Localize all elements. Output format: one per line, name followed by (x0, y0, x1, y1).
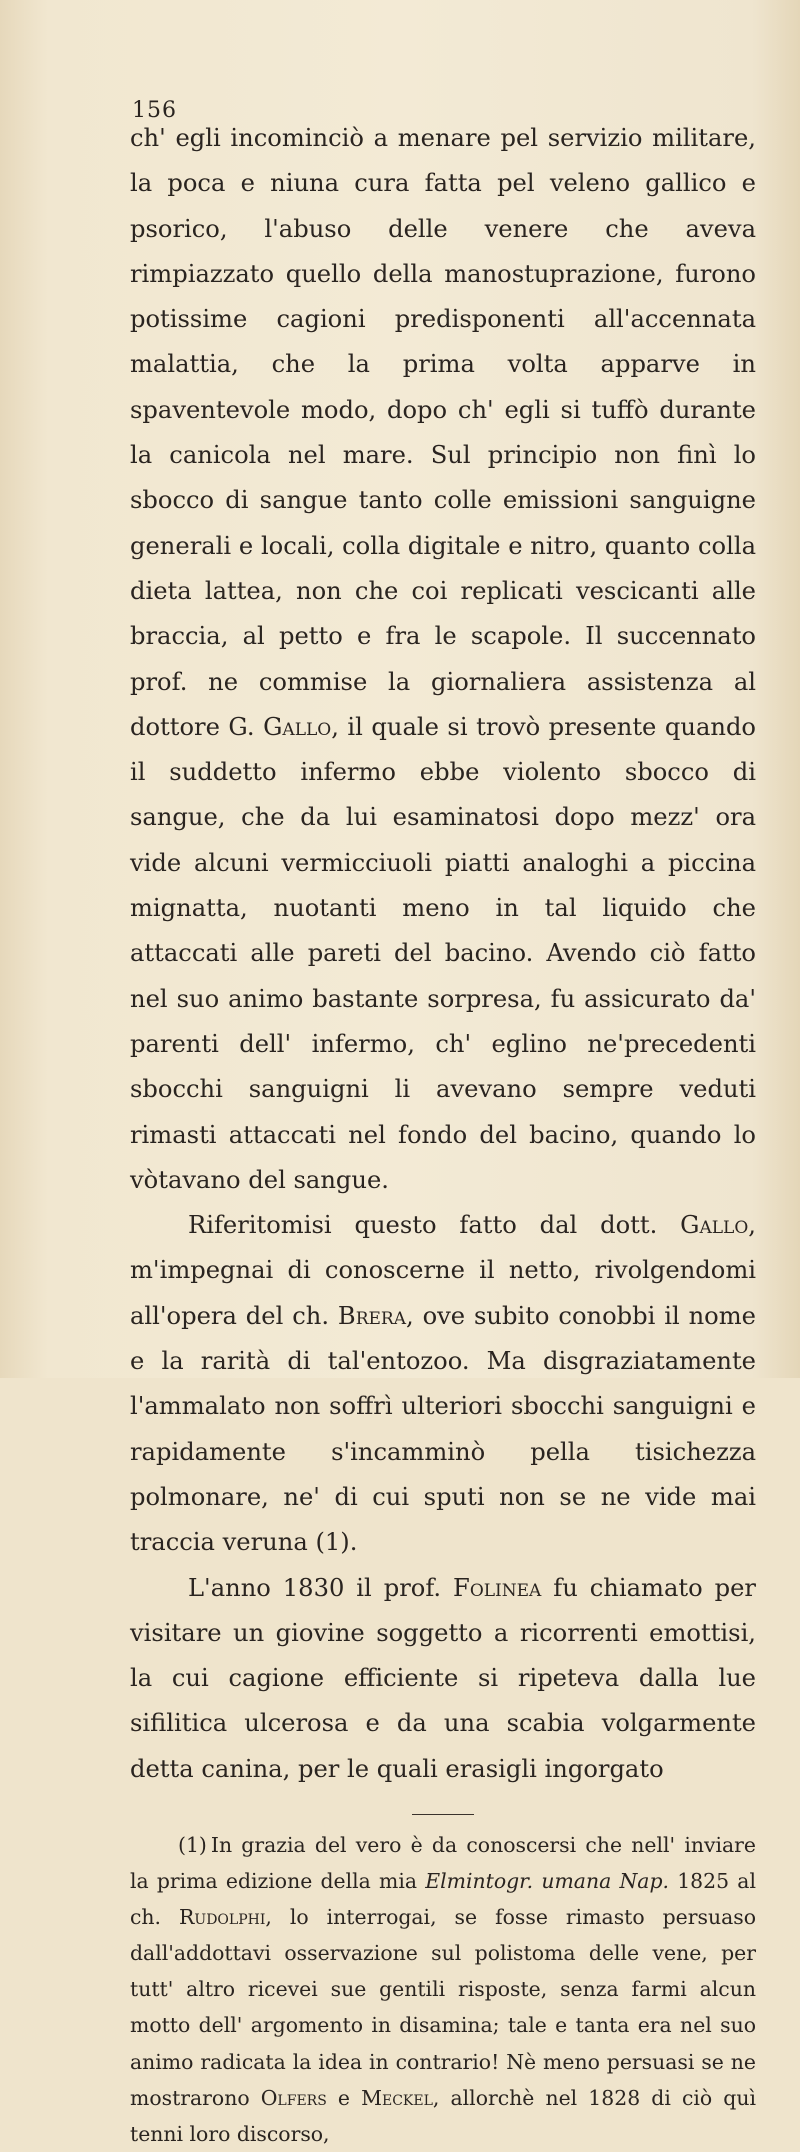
footnote-text-b: 1825 al ch. (130, 1869, 756, 1930)
footnote-mark: (1) (178, 1832, 207, 1857)
book-title: Elmintogr. umana Nap. (425, 1869, 669, 1894)
paragraph-2 (130, 1203, 756, 1565)
author-name-rudolphi: Rudolphi (179, 1905, 266, 1930)
paragraph-1 (130, 116, 756, 1203)
footnote (130, 1827, 756, 2152)
footnote-text-d: e (326, 2085, 362, 2110)
page-number: 156 (132, 98, 177, 123)
author-name-olfers: Olfers (260, 2085, 327, 2110)
author-name-gallo-2: Gallo (680, 1211, 749, 1240)
author-name-brera: Brera (337, 1301, 406, 1330)
paragraph-1-text-a: ch' egli incominciò a menare pel servizio militare, la poca e niuna cura fatta pel veleno gallico e psorico, l'abuso delle venere che aveva rimpiazzato quello della manostuprazione, furono potissime cagioni predisponenti all'accennata malattia, che la prima volta apparve in spaventevole modo, dopo ch' egli si tuffò durante la canicola nel mare. Sul principio non finì lo sbocco di sangue tanto colle emissioni sanguigne generali e locali, colla digitale e nitro, quanto colla dieta lattea, non che coi replicati vescicanti alle braccia, al petto e fra le scapole. Il succennato prof. ne commise la giornaliera assistenza al dottore G. (130, 124, 756, 741)
paragraph-1-text-b: , il quale si trovò presente quando il suddetto infermo ebbe violento sbocco di sangue, che da lui esaminatosi dopo mezz' ora vide alcuni vermicciuoli piatti analoghi a piccina mignatta, nuotanti meno in tal liquido che attaccati alle pareti del bacino. Avendo ciò fatto nel suo animo bastante sorpresa, fu assicurato da' parenti dell' infermo, ch' eglino ne'precedenti sbocchi sanguigni li avevano sempre veduti rimasti attaccati nel fondo del bacino, quando lo vòtavano del sangue. (130, 712, 756, 1194)
footnote-text-a: In grazia del vero è da conoscersi che nell' inviare la prima edizione della mia (130, 1832, 756, 1894)
author-name-meckel: Meckel (361, 2085, 433, 2110)
footnote-text-e: , allorchè nel 1828 di ciò quì tenni loro discorso, (130, 2085, 757, 2146)
paragraph-3-text-a: L'anno 1830 il prof. (188, 1573, 454, 1602)
paragraph-2-text-b: , m'impegnai di conoscerne il netto, rivolgendomi all'opera del ch. (130, 1211, 756, 1330)
paragraph-3-text-b: fu chiamato per visitare un giovine soggetto a ricorrenti emottisi, la cui cagione efficiente si ripeteva dalla lue sifilitica ulcerosa e da una scabia volgarmente detta canina, per le quali erasigli ingorgato (130, 1573, 756, 1783)
author-name-gallo: Gallo (263, 712, 332, 741)
paragraph-2-text-a: Riferitomisi questo fatto dal dott. (188, 1211, 681, 1240)
paragraph-2-text-c: , ove subito conobbi il nome e la rarità di tal'entozoo. Ma disgraziatamente l'ammalato non soffrì ulteriori sbocchi sanguigni e rapidamente s'incamminò pella tisichezza polmonare, ne' di cui sputi non se ne vide mai traccia veruna (1). (130, 1301, 756, 1557)
author-name-folinea: Folinea (453, 1573, 542, 1602)
paragraph-3 (130, 1566, 756, 1792)
footnote-divider (412, 1814, 474, 1815)
footnote-text-c: , lo interrogai, se fosse rimasto persuaso dall'addottavi osservazione sul polistoma delle vene, per tutt' altro ricevei sue gentili risposte, senza farmi alcun motto dell' argomento in disamina; tale e tanta era nel suo animo radicata la idea in contrario! Nè meno persuasi se ne mostrarono (130, 1905, 756, 2110)
main-text (130, 116, 756, 1792)
